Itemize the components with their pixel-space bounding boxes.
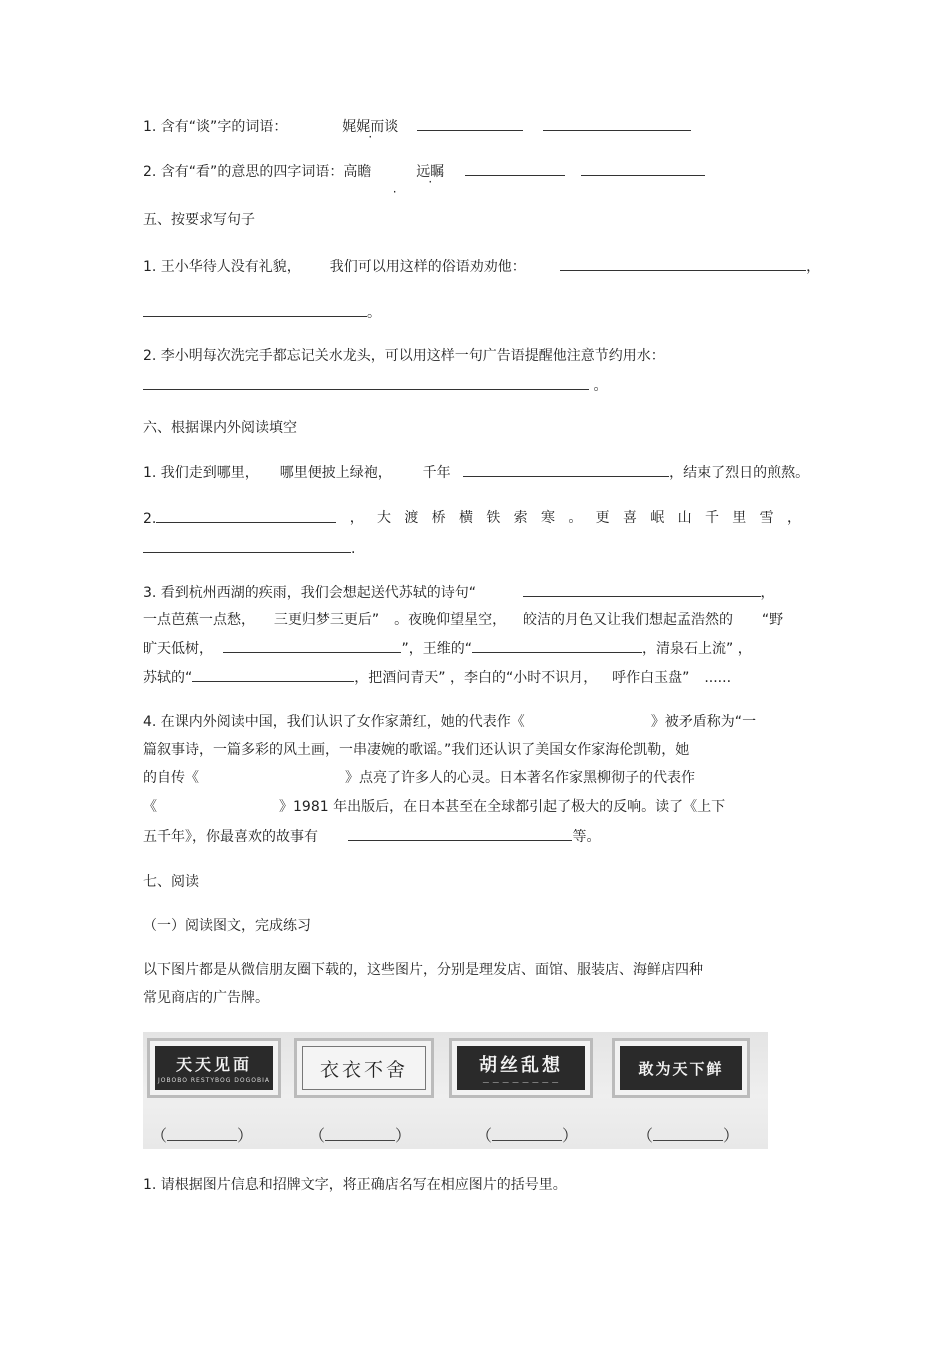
answer-blank[interactable] <box>560 256 806 271</box>
answer-blank[interactable] <box>465 161 565 176</box>
signboard-clothing: 衣衣不舍 <box>294 1038 434 1098</box>
s6-q3-line3: 旷天低树， ”，王维的“ ，清泉石上流” ， <box>143 638 752 659</box>
s6-q1: 1. 我们走到哪里， 哪里便披上绿袍， 千年 ，结束了烈日的煎熬。 <box>143 462 809 483</box>
s5-q2: 2. 李小明每次洗完手都忘记关水龙头，可以用这样一句广告语提醒他注意节约用水： <box>143 348 665 364</box>
answer-blank[interactable] <box>472 638 642 653</box>
answer-paren[interactable]: （ ） <box>476 1126 579 1145</box>
s6-q3-line1: 3. 看到杭州西湖的疾雨，我们会想起送代苏轼的诗句“ ， <box>143 582 775 603</box>
s5-q1-cont: 。 <box>143 302 381 323</box>
answer-blank[interactable] <box>463 462 669 477</box>
signboard-seafood: 敢为天下鲜 <box>612 1038 750 1098</box>
answer-blank[interactable] <box>581 161 705 176</box>
shop-signboards-image <box>143 1032 768 1149</box>
section-5-heading: 五、按要求写句子 <box>143 212 255 228</box>
s6-q4-line1: 4. 在课内外阅读中国，我们认识了女作家萧红，她的代表作《 》被矛盾称为“一 <box>143 714 757 730</box>
s5-q2-cont: 。 <box>143 375 607 396</box>
s4-q2: 2. 含有“看”的意思的四字词语：高瞻 · 远瞩 <box>143 161 705 182</box>
signboard-barber: 胡丝乱想 ― ― ― ― ― ― ― ― <box>449 1038 593 1098</box>
answer-blank[interactable] <box>348 826 572 841</box>
s7-intro-line1: 以下图片都是从微信朋友圈下载的，这些图片，分别是理发店、面馆、服装店、海鲜店四种 <box>143 962 703 978</box>
answer-blank[interactable] <box>543 116 691 131</box>
s6-q4-line2: 篇叙事诗，一篇多彩的风土画，一串凄婉的歌谣。”我们还认识了美国女作家海伦凯勒，她 <box>143 742 690 758</box>
answer-paren[interactable]: （ ） <box>637 1126 740 1145</box>
answer-blank[interactable] <box>223 638 401 653</box>
s4-q2-example: 远瞩 <box>416 164 445 180</box>
answer-paren[interactable]: （ ） <box>151 1126 254 1145</box>
s6-q3-line4: 苏轼的“ ，把酒问青天” ，李白的“小时不识月， 呼作白玉盘” ...... <box>143 667 731 688</box>
section-7-subheading: （一）阅读图文，完成练习 <box>143 918 311 934</box>
section-7-heading: 七、阅读 <box>143 874 199 890</box>
s6-q4-line3: 的自传《 》点亮了许多人的心灵。日本著名作家黑柳彻子的代表作 <box>143 770 695 786</box>
s7-q1: 1. 请根据图片信息和招牌文字，将正确店名写在相应图片的括号里。 <box>143 1177 567 1193</box>
s4-q1: 1. 含有“谈”字的词语： 娓娓而谈 <box>143 116 691 137</box>
answer-paren[interactable]: （ ） <box>309 1126 412 1145</box>
s6-q4-line5: 五千年》，你最喜欢的故事有 等。 <box>143 826 600 847</box>
s6-q2-cont: . <box>143 538 355 559</box>
answer-blank[interactable] <box>523 582 761 597</box>
signboard-noodle: 天天见面 JOBOBO RESTYBOG DOGOBIA <box>147 1038 281 1098</box>
s5-q1: 1. 王小华待人没有礼貌， 我们可以用这样的俗语劝劝他： ， <box>143 256 820 277</box>
answer-blank[interactable] <box>143 538 351 553</box>
s4-q1-example: 娓娓而谈 <box>342 119 399 135</box>
s6-q2: 2. ， 大 渡 桥 横 铁 索 寒 。 更 喜 岷 山 千 里 雪 ， <box>143 510 801 527</box>
s6-q3-line2: 一点芭蕉一点愁， 三更归梦三更后” 。夜晚仰望星空， 皎洁的月色又让我们想起孟浩然的 “野 <box>143 612 784 628</box>
section-6-heading: 六、根据课内外阅读填空 <box>143 420 297 436</box>
answer-blank[interactable] <box>143 375 589 390</box>
answer-blank[interactable] <box>143 302 367 317</box>
answer-blank[interactable] <box>417 116 523 131</box>
answer-blank[interactable] <box>192 667 354 682</box>
s6-q4-line4: 《 》1981 年出版后，在日本甚至在全球都引起了极大的反响。读了《上下 <box>143 799 726 815</box>
s7-intro-line2: 常见商店的广告牌。 <box>143 990 269 1006</box>
answer-blank[interactable] <box>156 508 336 523</box>
